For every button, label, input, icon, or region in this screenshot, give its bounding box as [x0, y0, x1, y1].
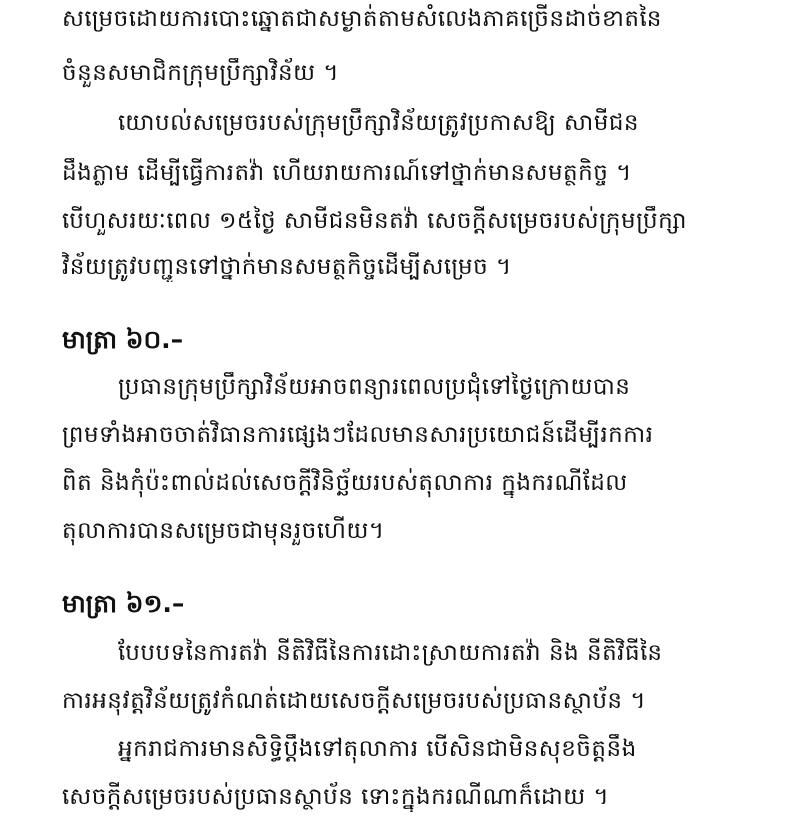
article-61-p2-line-2: សេចក្ដីសម្រេចរបស់ប្រធានស្ថាប័ន ទោះក្នុងករណីណាក៏ដោយ ។: [62, 784, 610, 810]
article-60-line-3: ពិត និងកុំប៉ះពាល់ដល់សេចក្ដីវិនិច្ឆ័យរបស់តុលាការ ក្នុងករណីដែល: [62, 470, 628, 496]
paragraph2-line-3: បើហួសរយៈពេល ១៥ថ្ងៃ សាមីជនមិនតវ៉ា សេចក្ដីសម្រេចរបស់ក្រុមប្រឹក្សា: [62, 208, 687, 234]
article-61-p1-line-1: បែបបទនៃការតវ៉ា នីតិវិធីនៃការដោះស្រាយការតវ៉ា និង នីតិវិធីនៃ: [118, 640, 663, 666]
article-60-line-1: ប្រធានក្រុមប្រឹក្សាវិន័យអាចពន្យារពេលប្រជុំទៅថ្ងៃក្រោយបាន: [118, 374, 631, 400]
paragraph2-line-2: ដឹងភ្លាម ដើម្បីធ្វើការតវ៉ា ហើយរាយការណ៍ទៅថ្នាក់មានសមត្ថកិច្ច ។: [62, 160, 632, 186]
article-60-heading: មាត្រា ៦០.–: [62, 325, 184, 354]
intro-line-2: ចំនួនសមាជិកក្រុមប្រឹក្សាវិន័យ ។: [62, 60, 339, 86]
article-60-line-4: តុលាការបានសម្រេចជាមុនរួចហើយ។: [62, 518, 385, 544]
article-61-p1-line-2: ការអនុវត្តវិន័យត្រូវកំណត់ដោយសេចក្ដីសម្រេចរបស់ប្រធានស្ថាប័ន ។: [62, 688, 646, 714]
article-61-p2-line-1: អ្នករាជការមានសិទ្ធិប្ដឹងទៅតុលាការ បើសិនជាមិនសុខចិត្តនឹង: [118, 736, 637, 762]
paragraph2-line-1: យោបល់សម្រេចរបស់ក្រុមប្រឹក្សាវិន័យត្រូវប្រកាសឱ្យ សាមីជន: [118, 110, 640, 136]
paragraph2-line-4: វិន័យត្រូវបញ្ជូនទៅថ្នាក់មានសមត្ថកិច្ចដើម្បីសម្រេច ។: [62, 254, 512, 280]
intro-line-1: សម្រេចដោយការបោះឆ្នោតជាសម្ងាត់តាមសំលេងភាគច្រើនដាច់ខាតនៃ: [62, 6, 662, 32]
article-61-heading: មាត្រា ៦១.–: [62, 589, 185, 618]
article-60-line-2: ព្រមទាំងអាចចាត់វិធានការផ្សេងៗដែលមានសារប្រយោជន៍ដើម្បីរកការ: [62, 422, 654, 448]
